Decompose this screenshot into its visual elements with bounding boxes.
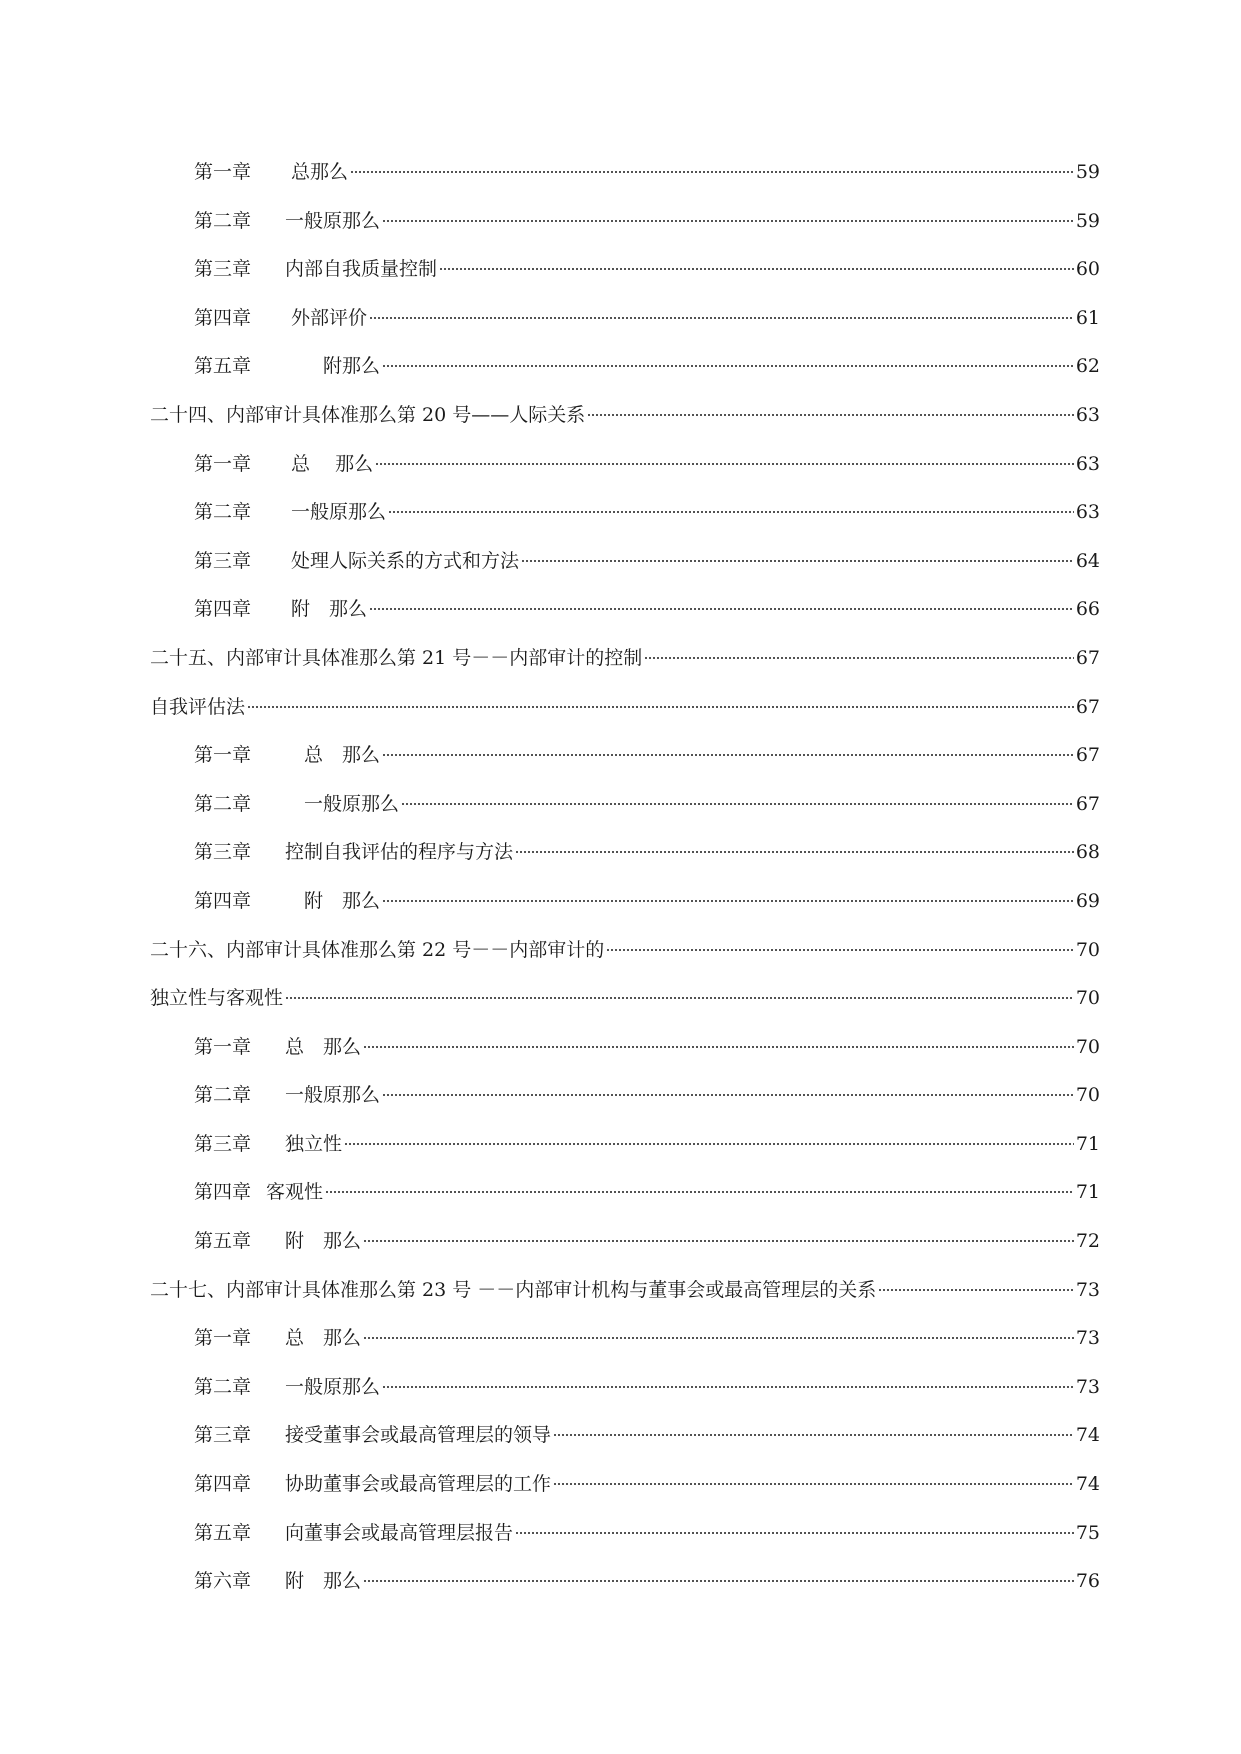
toc-entry-title: 独立性与客观性 — [150, 987, 284, 1010]
toc-entry-title: 附 那么 — [266, 889, 381, 912]
toc-entry-title: 内部自我质量控制 — [266, 258, 438, 281]
dot-leader — [369, 317, 1074, 319]
toc-page-number: 67 — [1075, 792, 1100, 815]
toc-entry-title: 二十四、内部审计具体准那么第 20 号——人际关系 — [150, 403, 586, 426]
toc-page-number: 75 — [1075, 1521, 1100, 1544]
toc-entry[interactable] — [150, 1314, 1100, 1363]
toc-entry[interactable] — [150, 1217, 1100, 1266]
toc-page-number: 67 — [1075, 695, 1100, 718]
toc-entry-title: 协助董事会或最高管理层的工作 — [266, 1473, 552, 1496]
toc-entry-title: 外部评价 — [266, 306, 368, 329]
toc-chapter-number: 第五章 — [194, 1230, 252, 1253]
dot-leader — [382, 1094, 1074, 1096]
toc-entry[interactable] — [150, 245, 1100, 294]
toc-entry[interactable] — [150, 391, 1100, 440]
toc-entry-title: 一般原那么 — [266, 501, 387, 524]
dot-leader — [606, 949, 1074, 951]
toc-page-number: 72 — [1075, 1230, 1100, 1253]
toc-entry[interactable] — [150, 926, 1100, 975]
toc-entry-title: 总 那么 — [266, 744, 381, 767]
toc-page-number: 61 — [1075, 306, 1100, 329]
toc-entry-title: 附 那么 — [266, 598, 368, 621]
toc-entry[interactable] — [150, 1120, 1100, 1169]
dot-leader — [363, 1337, 1074, 1339]
dot-leader — [382, 1386, 1074, 1388]
toc-entry-title: 向董事会或最高管理层报告 — [266, 1521, 514, 1544]
toc-entry[interactable] — [150, 488, 1100, 537]
toc-chapter-number: 第六章 — [194, 1570, 252, 1593]
toc-entry-title: 总 那么 — [266, 1327, 362, 1350]
dot-leader — [553, 1483, 1074, 1485]
dot-leader — [363, 1580, 1074, 1582]
toc-chapter-number: 第三章 — [194, 1132, 252, 1155]
toc-entry-title: 二十六、内部审计具体准那么第 22 号－－内部审计的 — [150, 938, 605, 961]
dot-leader — [363, 1046, 1074, 1048]
toc-chapter-number: 第一章 — [194, 452, 252, 475]
toc-entry[interactable] — [150, 1460, 1100, 1509]
dot-leader — [325, 1191, 1074, 1193]
toc-chapter-number: 第二章 — [194, 1084, 252, 1107]
toc-entry-title: 总那么 — [266, 161, 349, 183]
dot-leader — [878, 1289, 1074, 1291]
toc-chapter-number: 第三章 — [194, 258, 252, 281]
toc-entry[interactable] — [150, 585, 1100, 634]
toc-entry[interactable] — [150, 1023, 1100, 1072]
dot-leader — [644, 657, 1074, 659]
toc-entry[interactable] — [150, 974, 1100, 1023]
toc-entry[interactable] — [150, 828, 1100, 877]
toc-entry-title: 自我评估法 — [150, 695, 246, 718]
toc-entry[interactable] — [150, 780, 1100, 829]
toc-chapter-number: 第四章 — [194, 306, 252, 329]
toc-page-number: 70 — [1075, 1084, 1100, 1107]
toc-entry[interactable] — [150, 197, 1100, 246]
toc-page-number: 69 — [1075, 889, 1100, 912]
dot-leader — [439, 268, 1074, 270]
toc-entry[interactable] — [150, 537, 1100, 586]
toc-chapter-number: 第四章 — [194, 598, 252, 621]
toc-page-number: 76 — [1075, 1570, 1100, 1593]
toc-chapter-number: 第一章 — [194, 744, 252, 767]
toc-entry-title: 客观性 — [266, 1181, 324, 1204]
dot-leader — [553, 1434, 1074, 1436]
toc-entry-title: 一般原那么 — [266, 1375, 381, 1398]
toc-entry-title: 总 那么 — [266, 1035, 362, 1058]
toc-page-number: 63 — [1075, 403, 1100, 426]
toc-entry[interactable] — [150, 294, 1100, 343]
toc-page-number: 70 — [1075, 938, 1100, 961]
toc-chapter-number: 第四章 — [194, 1473, 252, 1496]
toc-entry[interactable] — [150, 731, 1100, 780]
toc-entry-title: 接受董事会或最高管理层的领导 — [266, 1424, 552, 1447]
toc-chapter-number: 第三章 — [194, 841, 252, 864]
toc-page-number: 59 — [1075, 209, 1100, 232]
toc-entry[interactable] — [150, 877, 1100, 926]
toc-entry-title: 一般原那么 — [266, 1084, 381, 1107]
toc-entry[interactable] — [150, 1071, 1100, 1120]
toc-chapter-number: 第一章 — [194, 161, 252, 183]
dot-leader — [350, 171, 1074, 173]
toc-page-number: 73 — [1075, 1278, 1100, 1301]
toc-chapter-number: 第四章 — [194, 889, 252, 912]
toc-entry-title: 处理人际关系的方式和方法 — [266, 549, 520, 572]
toc-page-number: 74 — [1075, 1473, 1100, 1496]
dot-leader — [521, 560, 1074, 562]
toc-page-number: 70 — [1075, 987, 1100, 1010]
toc-chapter-number: 第二章 — [194, 1375, 252, 1398]
toc-page-number: 68 — [1075, 841, 1100, 864]
dot-leader — [363, 1240, 1074, 1242]
dot-leader — [587, 414, 1074, 416]
toc-entry-title: 二十七、内部审计具体准那么第 23 号 －－内部审计机构与董事会或最高管理层的关系 — [150, 1278, 877, 1301]
toc-entry-title: 二十五、内部审计具体准那么第 21 号－－内部审计的控制 — [150, 646, 643, 669]
toc-page-number: 63 — [1075, 452, 1100, 475]
toc-chapter-number: 第二章 — [194, 209, 252, 232]
toc-entry[interactable] — [150, 148, 1100, 197]
toc-page-number: 71 — [1075, 1181, 1100, 1204]
dot-leader — [515, 851, 1074, 853]
toc-page-number: 64 — [1075, 549, 1100, 572]
toc-page-number: 67 — [1075, 744, 1100, 767]
dot-leader — [375, 463, 1074, 465]
toc-chapter-number: 第三章 — [194, 1424, 252, 1447]
toc-page-number: 60 — [1075, 258, 1100, 281]
dot-leader — [382, 754, 1074, 756]
toc-page-number: 67 — [1075, 646, 1100, 669]
toc-chapter-number: 第五章 — [194, 355, 252, 378]
dot-leader — [344, 1143, 1074, 1145]
dot-leader — [401, 803, 1074, 805]
toc-entry-title: 附那么 — [266, 355, 381, 378]
toc-chapter-number: 第一章 — [194, 1035, 252, 1058]
toc-entry[interactable] — [150, 1509, 1100, 1558]
toc-page-number: 62 — [1075, 355, 1100, 378]
dot-leader — [285, 997, 1074, 999]
toc-page-number: 70 — [1075, 1035, 1100, 1058]
dot-leader — [382, 900, 1074, 902]
toc-entry[interactable] — [150, 440, 1100, 489]
dot-leader — [369, 608, 1074, 610]
toc-page-number: 71 — [1075, 1132, 1100, 1155]
dot-leader — [382, 220, 1074, 222]
toc-chapter-number: 第三章 — [194, 549, 252, 572]
toc-page-number: 73 — [1075, 1327, 1100, 1350]
table-of-contents — [150, 148, 1100, 1606]
toc-entry[interactable] — [150, 342, 1100, 391]
toc-chapter-number: 第一章 — [194, 1327, 252, 1350]
toc-chapter-number: 第二章 — [194, 501, 252, 524]
toc-entry[interactable] — [150, 1168, 1100, 1217]
toc-entry[interactable] — [150, 683, 1100, 732]
toc-entry-title: 独立性 — [266, 1132, 343, 1155]
toc-page-number: 66 — [1075, 598, 1100, 621]
toc-entry-title: 一般原那么 — [266, 792, 400, 815]
toc-chapter-number: 第四章 — [194, 1181, 252, 1204]
toc-page-number: 63 — [1075, 501, 1100, 524]
toc-entry-title: 总 那么 — [266, 452, 374, 475]
dot-leader — [388, 511, 1074, 513]
toc-page-number: 59 — [1075, 161, 1100, 183]
toc-chapter-number: 第二章 — [194, 792, 252, 815]
toc-chapter-number: 第五章 — [194, 1521, 252, 1544]
toc-page-number: 74 — [1075, 1424, 1100, 1447]
toc-entry-title: 一般原那么 — [266, 209, 381, 232]
toc-entry[interactable] — [150, 1557, 1100, 1606]
toc-page-number: 73 — [1075, 1375, 1100, 1398]
toc-entry[interactable] — [150, 1266, 1100, 1315]
toc-entry[interactable] — [150, 1411, 1100, 1460]
dot-leader — [515, 1532, 1074, 1534]
toc-entry-title: 附 那么 — [266, 1570, 362, 1593]
toc-entry[interactable] — [150, 634, 1100, 683]
toc-entry-title: 附 那么 — [266, 1230, 362, 1253]
toc-entry[interactable] — [150, 1363, 1100, 1412]
dot-leader — [382, 365, 1074, 367]
dot-leader — [247, 706, 1074, 708]
toc-entry-title: 控制自我评估的程序与方法 — [266, 841, 514, 864]
